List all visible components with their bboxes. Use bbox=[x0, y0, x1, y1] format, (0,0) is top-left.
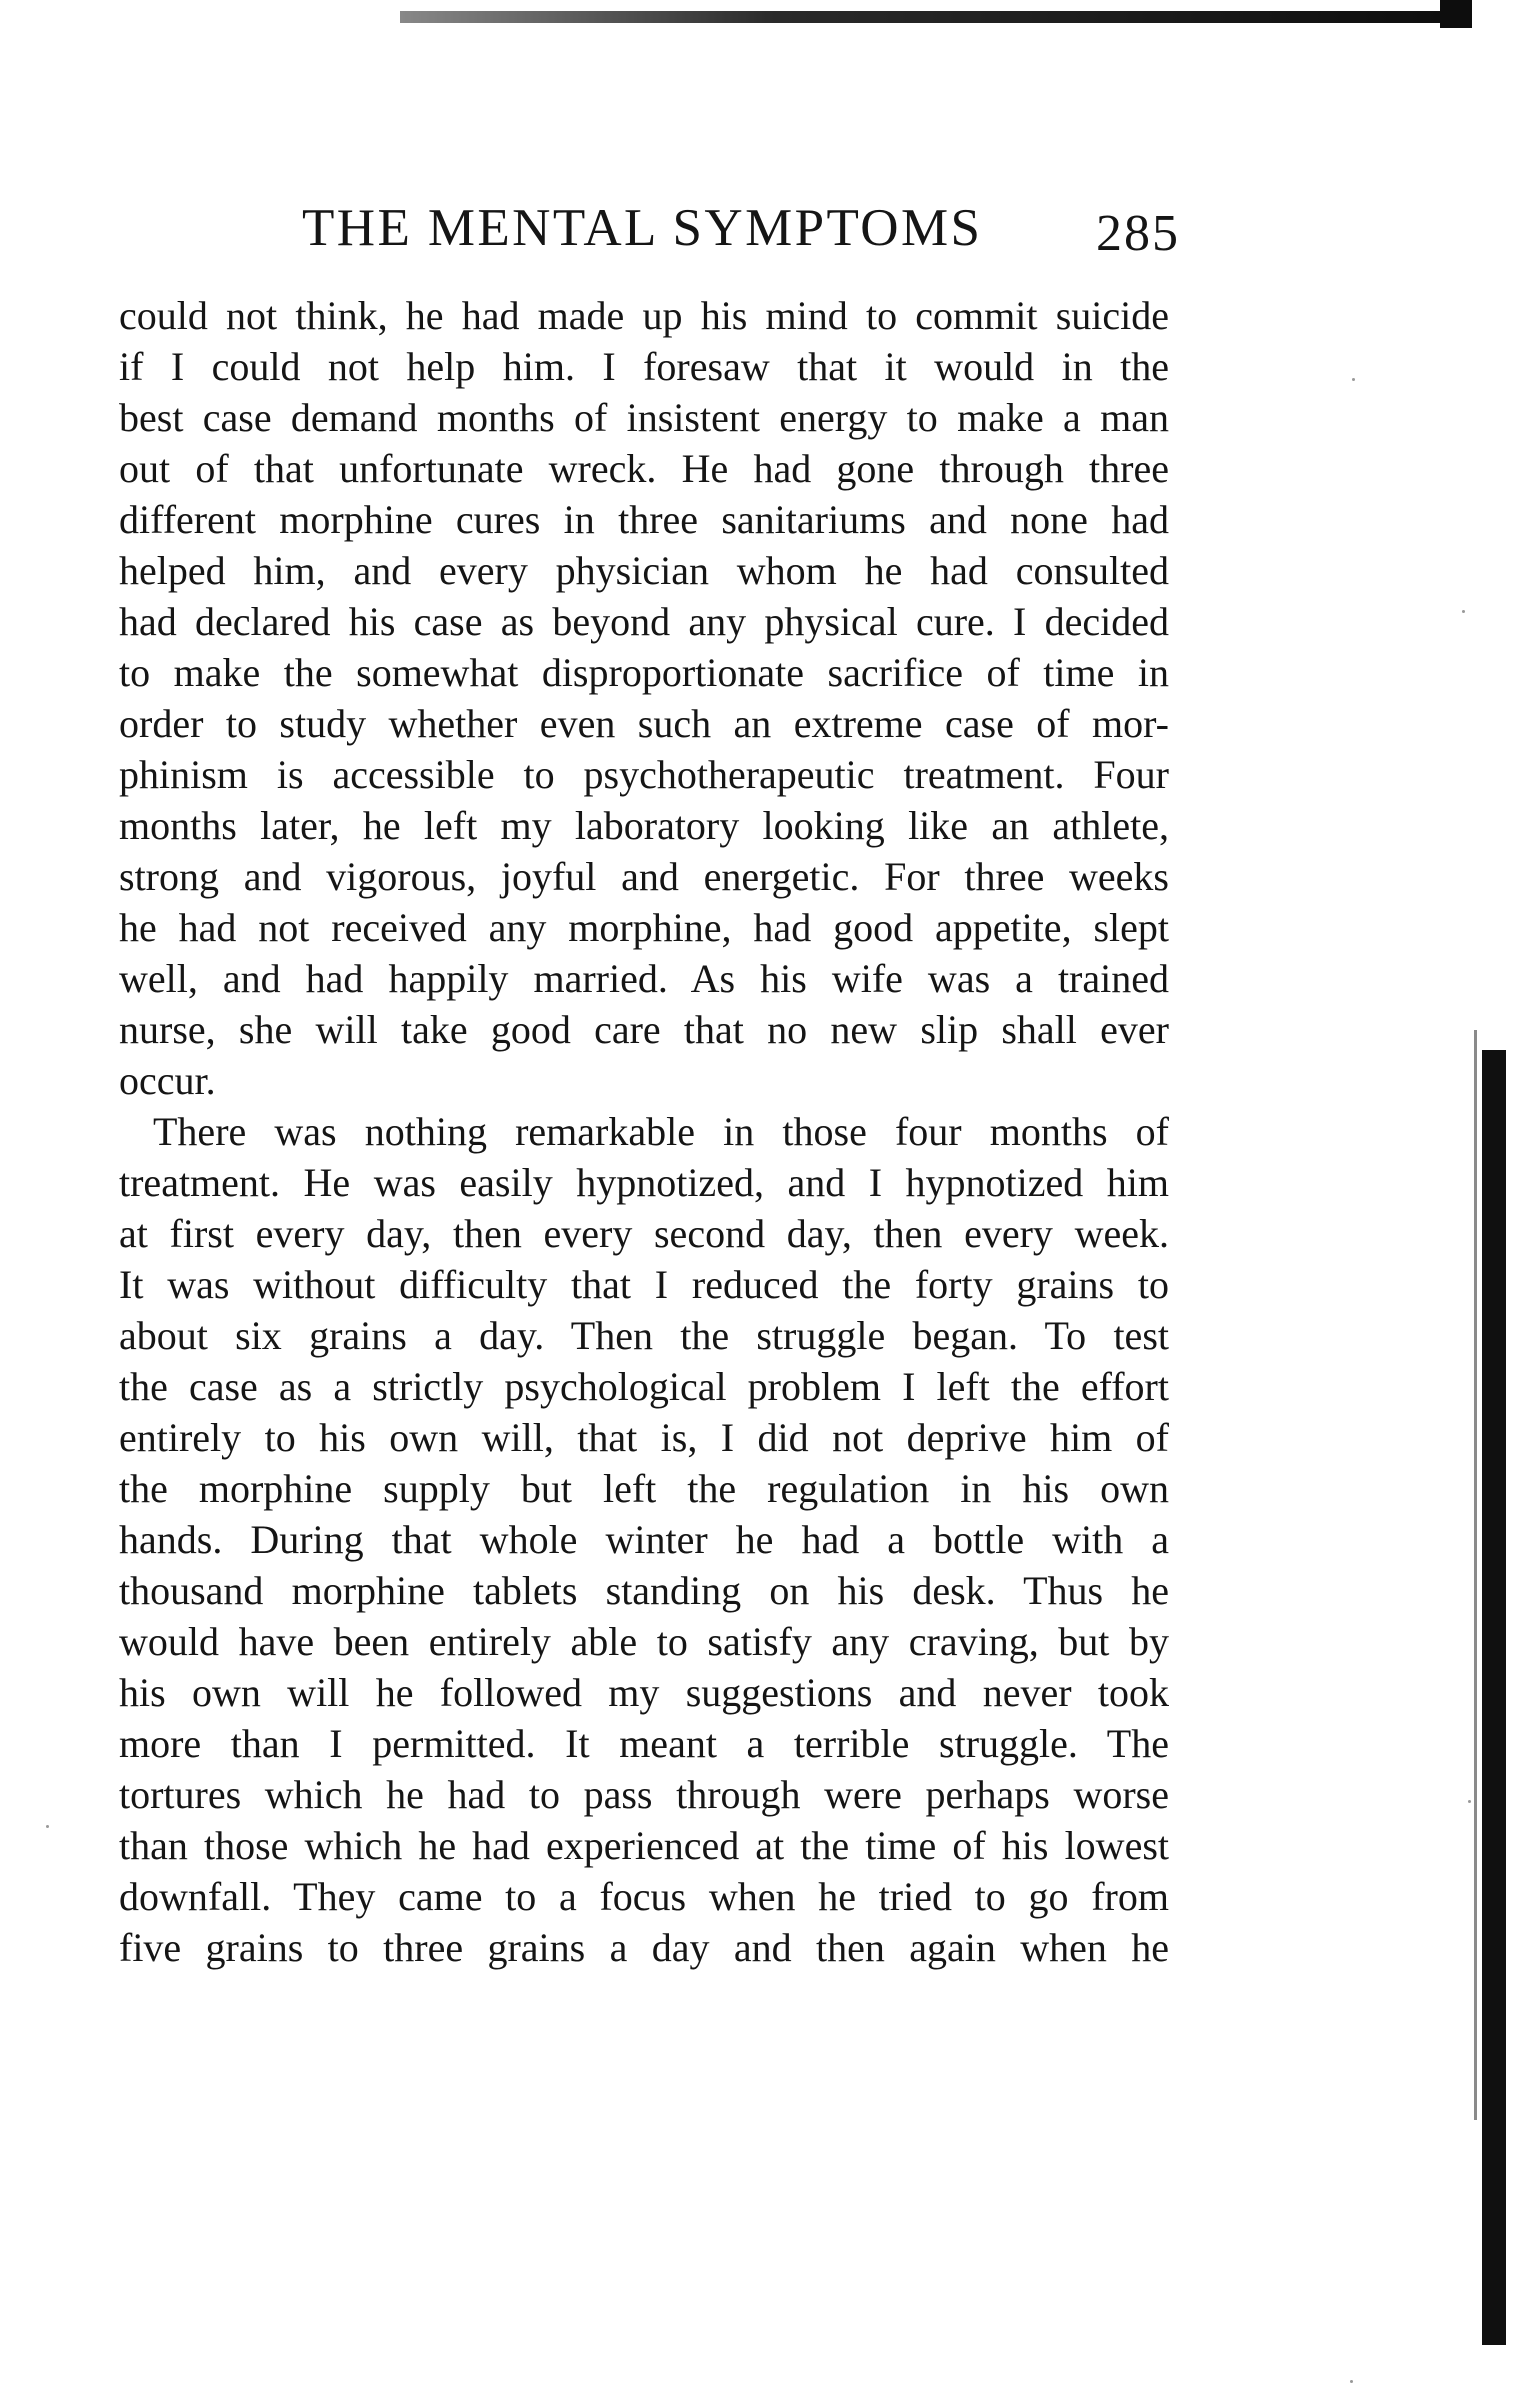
text-line: the case as a strictly psychological problem I left the effort bbox=[119, 1364, 1169, 1409]
top-scan-rule-end bbox=[1440, 0, 1472, 28]
scan-speck bbox=[1350, 2380, 1353, 2383]
text-line: out of that unfortunate wreck. He had gone through three bbox=[119, 446, 1169, 491]
scan-speck bbox=[1352, 378, 1355, 381]
text-line: to make the somewhat disproportionate sacrifice of time in bbox=[119, 650, 1169, 695]
page-number: 285 bbox=[1096, 205, 1180, 262]
paragraph-start-line: There was nothing remarkable in those four months of bbox=[153, 1109, 1169, 1154]
top-scan-rule bbox=[400, 11, 1472, 23]
text-line: five grains to three grains a day and then again when he bbox=[119, 1925, 1169, 1970]
right-scan-edge bbox=[1482, 1050, 1506, 2345]
text-line: downfall. They came to a focus when he tried to go from bbox=[119, 1874, 1169, 1919]
text-line: he had not received any morphine, had good appetite, slept bbox=[119, 905, 1169, 950]
text-line: his own will he followed my suggestions and never took bbox=[119, 1670, 1169, 1715]
text-line: the morphine supply but left the regulation in his own bbox=[119, 1466, 1169, 1511]
text-line: had declared his case as beyond any physical cure. I decided bbox=[119, 599, 1169, 644]
text-line: than those which he had experienced at the time of his lowest bbox=[119, 1823, 1169, 1868]
text-line: tortures which he had to pass through were perhaps worse bbox=[119, 1772, 1169, 1817]
text-line: best case demand months of insistent energy to make a man bbox=[119, 395, 1169, 440]
text-line: about six grains a day. Then the struggle began. To test bbox=[119, 1313, 1169, 1358]
text-line: order to study whether even such an extreme case of mor- bbox=[119, 701, 1169, 746]
text-line: different morphine cures in three sanitariums and none had bbox=[119, 497, 1169, 542]
running-head bbox=[302, 198, 1180, 262]
paragraph-end-line: occur. bbox=[119, 1058, 216, 1103]
text-line: could not think, he had made up his mind to commit suicide bbox=[119, 293, 1169, 338]
text-line: strong and vigorous, joyful and energetic. For three weeks bbox=[119, 854, 1169, 899]
scan-speck bbox=[46, 1825, 49, 1828]
text-line: well, and had happily married. As his wife was a trained bbox=[119, 956, 1169, 1001]
text-line: months later, he left my laboratory looking like an athlete, bbox=[119, 803, 1169, 848]
text-line: treatment. He was easily hypnotized, and I hypnotized him bbox=[119, 1160, 1169, 1205]
text-line: nurse, she will take good care that no new slip shall ever bbox=[119, 1007, 1169, 1052]
scan-speck bbox=[1468, 1800, 1471, 1803]
body-text bbox=[119, 290, 1169, 1973]
text-line: phinism is accessible to psychotherapeutic treatment. Four bbox=[119, 752, 1169, 797]
text-line: thousand morphine tablets standing on his desk. Thus he bbox=[119, 1568, 1169, 1613]
text-line: more than I permitted. It meant a terrible struggle. The bbox=[119, 1721, 1169, 1766]
text-line: helped him, and every physician whom he had consulted bbox=[119, 548, 1169, 593]
right-scan-edge-thin bbox=[1474, 1030, 1477, 2120]
text-line: if I could not help him. I foresaw that it would in the bbox=[119, 344, 1169, 389]
text-line: entirely to his own will, that is, I did not deprive him of bbox=[119, 1415, 1169, 1460]
text-line: hands. During that whole winter he had a bottle with a bbox=[119, 1517, 1169, 1562]
running-title: THE MENTAL SYMPTOMS bbox=[302, 199, 983, 257]
text-line: would have been entirely able to satisfy any craving, but by bbox=[119, 1619, 1169, 1664]
scan-speck bbox=[1462, 610, 1465, 613]
text-line: It was without difficulty that I reduced the forty grains to bbox=[119, 1262, 1169, 1307]
text-line: at first every day, then every second day, then every week. bbox=[119, 1211, 1169, 1256]
